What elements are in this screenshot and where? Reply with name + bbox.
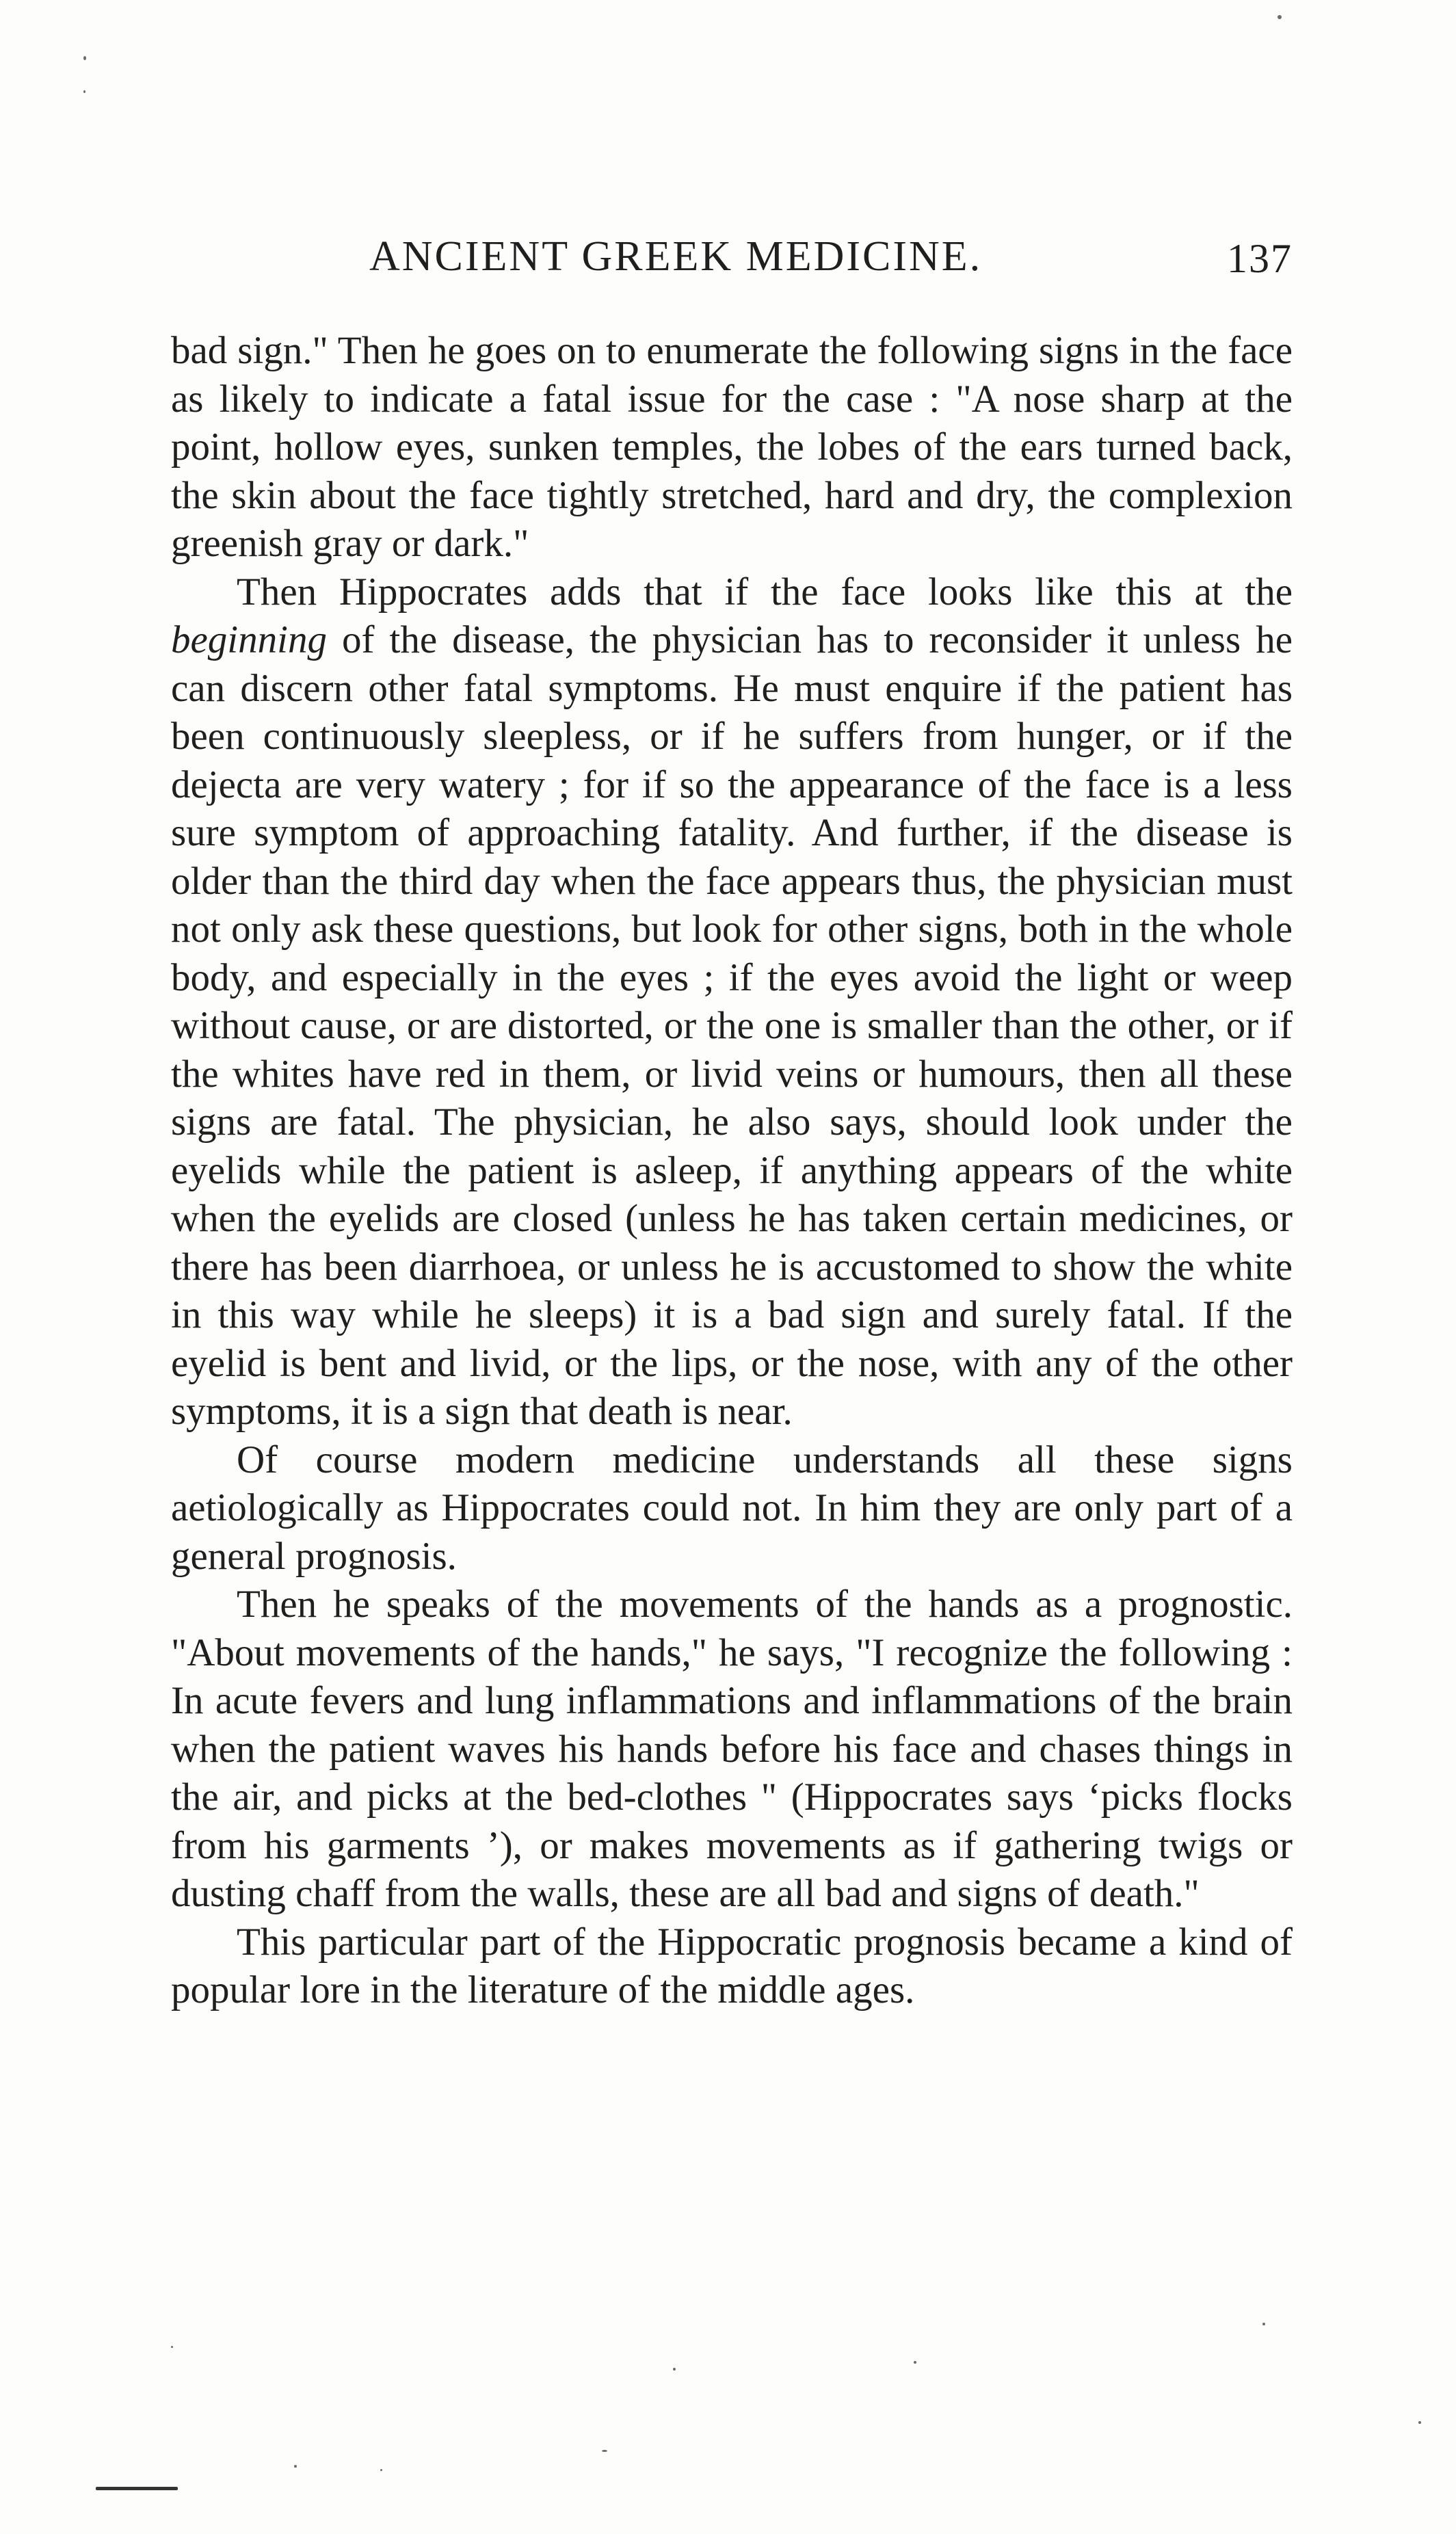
scan-speck (380, 2469, 382, 2471)
page-header (171, 226, 1293, 287)
running-title: ANCIENT GREEK MEDICINE. (369, 233, 983, 280)
paragraph-2-start: Then Hippocrates adds that if the face looks like this at the (237, 570, 1293, 613)
paragraph-4: Then he speaks of the movements of the hands as a prognostic. "About movements of the hands," he says, "I recognize the following : In acute fevers and lung inflammations and inflammations of the brain when the patient waves his hands before his face and chases things in the air, and picks at the bed-clothes " (Hippocrates says ‘picks flocks from his garments ’), or makes movements as if gathering twigs or dusting chaff from the walls, these are all bad and signs of death." (171, 1583, 1293, 1915)
scan-speck (171, 2346, 173, 2348)
paragraph-3: Of course modern medicine understands all these signs aetiologically as Hippocrates could not. In him they are only part of a general prognosis. (171, 1438, 1293, 1578)
scan-speck (294, 2465, 297, 2468)
scan-speck (673, 2368, 676, 2371)
paragraph-2 (171, 568, 1293, 1436)
scan-speck (914, 2361, 916, 2364)
emphasized-word: beginning (171, 618, 327, 661)
paragraph-2-rest: of the disease, the physician has to reconsider it unless he can discern other fatal symptoms. He must enquire if the patient has been continuously sleepless, or if he suffers from hunger, or if the dejecta are very watery ; for if so the appearance of the face is a less sure symptom of approaching fatality. And further, if the disease is older than the third day when the face appears thus, the physician must not only ask these questions, but look for other signs, both in the whole body, and especially in the eyes ; if the eyes avoid the light or weep without cause, or are distorted, or the one is smaller than the other, or if the whites have red in them, or livid veins or humours, then all these signs are fatal. The physician, he also says, should look under the eyelids while the patient is asleep, if anything appears of the white when the eyelids are closed (unless he has taken certain medicines, or there has been diarrhoea, or unless he is accustomed to show the white in this way while he sleeps) it is a bad sign and surely fatal. If the eyelid is bent and livid, or the lips, or the nose, with any of the other symptoms, it is a sign that death is near. (171, 618, 1293, 1433)
scan-speck (1418, 2421, 1421, 2424)
page-number: 137 (1227, 236, 1293, 281)
scan-speck (83, 90, 85, 93)
paragraph-1: bad sign." Then he goes on to enumerate the following signs in the face as likely to indicate a fatal issue for the case : "A nose sharp at the point, hollow eyes, sunken temples, the lobes of the ears turned back, the skin about the face tightly stretched, hard and dry, the complexion greenish gray or dark." (171, 329, 1293, 565)
scan-speck (1278, 15, 1282, 19)
scan-smudge (96, 2487, 178, 2490)
scan-speck (602, 2450, 607, 2452)
paragraph-5: This particular part of the Hippocratic prognosis became a kind of popular lore in the literature of the middle ages. (171, 1920, 1293, 2011)
scan-speck (83, 56, 86, 60)
body-text (171, 327, 1293, 2015)
scan-speck (1262, 2323, 1265, 2325)
